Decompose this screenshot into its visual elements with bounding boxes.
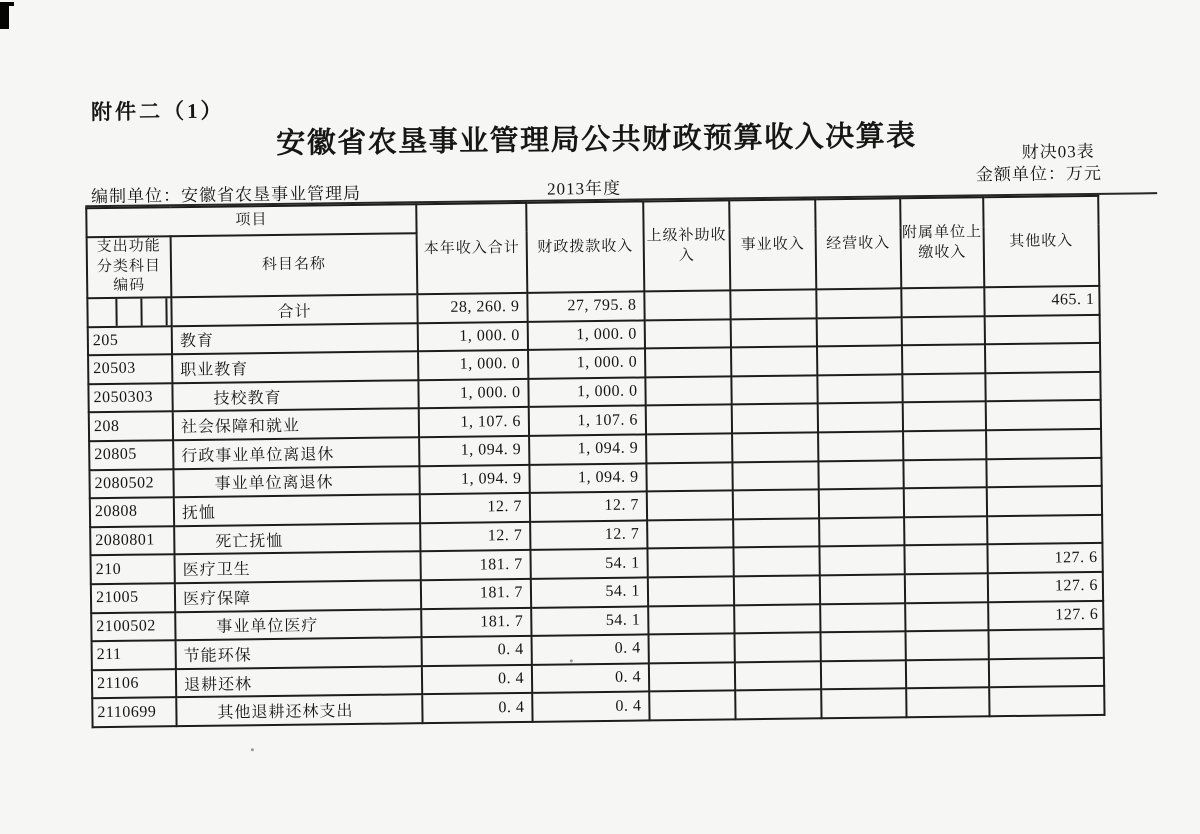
- superior-subsidy-cell: [645, 348, 731, 378]
- fiscal-appropriation-cell: 12. 7: [530, 520, 647, 550]
- operating-income-cell: [820, 574, 905, 604]
- header-subject-name: 科目名称: [171, 233, 418, 297]
- operating-income-cell: [819, 546, 904, 576]
- fiscal-appropriation-cell: 1, 000. 0: [528, 320, 645, 350]
- fiscal-year-label: 2013年度: [546, 178, 622, 199]
- superior-subsidy-cell: [644, 290, 730, 320]
- header-affiliate-remit: 附属单位上缴收入: [900, 197, 984, 288]
- fiscal-appropriation-cell: 1, 107. 6: [529, 406, 646, 436]
- total-income-cell: 12. 7: [420, 493, 530, 523]
- other-income-cell: [985, 343, 1100, 373]
- subject-name-cell: 节能环保: [176, 637, 422, 669]
- subject-name-cell: 退耕还林: [176, 666, 422, 698]
- operating-income-cell: [818, 431, 903, 461]
- attachment-label: 附件二（1）: [90, 98, 225, 125]
- fiscal-appropriation-cell: 54. 1: [531, 606, 648, 636]
- subject-name-cell: 医疗保障: [175, 580, 421, 612]
- affiliate-remit-cell: [905, 630, 988, 660]
- function-code-cell: 205: [88, 326, 172, 356]
- career-income-cell: [732, 404, 818, 434]
- other-income-cell: 127. 6: [988, 572, 1103, 602]
- fiscal-appropriation-cell: 1, 000. 0: [528, 377, 645, 407]
- function-code-cell: 2100502: [91, 612, 175, 642]
- superior-subsidy-cell: [647, 548, 733, 578]
- other-income-cell: 465. 1: [984, 286, 1099, 316]
- fiscal-appropriation-cell: 0. 4: [532, 663, 649, 693]
- operating-income-cell: [821, 631, 906, 661]
- superior-subsidy-cell: [648, 605, 734, 635]
- header-superior-subsidy: 上级补助收入: [643, 200, 730, 291]
- other-income-cell: [985, 372, 1100, 402]
- function-code-cell: 21106: [92, 669, 176, 699]
- total-income-cell: 1, 094. 9: [419, 436, 529, 466]
- career-income-cell: [733, 518, 819, 548]
- operating-income-cell: [816, 288, 901, 318]
- function-code-cell: 210: [90, 555, 174, 585]
- fiscal-appropriation-cell: 1, 094. 9: [529, 463, 646, 493]
- function-code-cell: 20503: [88, 354, 172, 384]
- career-income-cell: [734, 575, 820, 605]
- budget-revenue-table: [85, 195, 1105, 728]
- operating-income-cell: [817, 317, 902, 347]
- other-income-cell: [987, 515, 1102, 545]
- affiliate-remit-cell: [902, 373, 985, 403]
- superior-subsidy-cell: [645, 319, 731, 349]
- other-income-cell: [987, 486, 1102, 516]
- affiliate-remit-cell: [903, 459, 986, 489]
- table-body: [87, 286, 1104, 727]
- operating-income-cell: [818, 403, 903, 433]
- amount-unit-label: 金额单位：万元: [975, 163, 1103, 185]
- career-income-cell: [733, 547, 819, 577]
- total-income-cell: 0. 4: [422, 693, 532, 723]
- affiliate-remit-cell: [906, 659, 989, 689]
- subject-name-cell: 合计: [171, 294, 417, 326]
- fiscal-appropriation-cell: 54. 1: [530, 549, 647, 579]
- career-income-cell: [732, 461, 818, 491]
- header-other-income: 其他收入: [983, 196, 1099, 287]
- header-total-income: 本年收入合计: [416, 203, 527, 294]
- career-income-cell: [731, 347, 817, 377]
- other-income-cell: [989, 658, 1104, 688]
- subject-name-cell: 抚恤: [174, 494, 420, 526]
- fiscal-appropriation-cell: 0. 4: [532, 692, 649, 722]
- subject-name-cell: 其他退耕还林支出: [176, 695, 422, 727]
- total-income-cell: 1, 000. 0: [418, 350, 528, 380]
- total-income-cell: 28, 260. 9: [417, 293, 527, 323]
- total-income-cell: 1, 000. 0: [418, 379, 528, 409]
- other-income-cell: [986, 429, 1101, 459]
- superior-subsidy-cell: [646, 433, 732, 463]
- affiliate-remit-cell: [905, 573, 988, 603]
- header-function-code: 支出功能 分类科目 编码: [87, 236, 172, 298]
- superior-subsidy-cell: [649, 662, 735, 692]
- other-income-cell: [989, 686, 1104, 716]
- total-income-cell: 0. 4: [422, 636, 532, 666]
- total-income-cell: 1, 000. 0: [418, 321, 528, 351]
- fiscal-appropriation-cell: 1, 094. 9: [529, 434, 646, 464]
- fiscal-appropriation-cell: 54. 1: [531, 577, 648, 607]
- career-income-cell: [733, 489, 819, 519]
- other-income-cell: [986, 400, 1101, 430]
- header-fiscal-appropriation: 财政拨款收入: [526, 201, 644, 292]
- total-income-cell: 181. 7: [420, 550, 530, 580]
- superior-subsidy-cell: [647, 491, 733, 521]
- subject-name-cell: 技校教育: [172, 380, 418, 412]
- function-code-cell: 20808: [90, 497, 174, 527]
- operating-income-cell: [819, 488, 904, 518]
- total-income-cell: 1, 107. 6: [419, 407, 529, 437]
- career-income-cell: [735, 661, 821, 691]
- affiliate-remit-cell: [901, 287, 984, 317]
- function-code-cell: 2080801: [90, 526, 174, 556]
- career-income-cell: [731, 375, 817, 405]
- subject-name-cell: 社会保障和就业: [173, 409, 419, 441]
- subject-name-cell: 事业单位离退休: [173, 466, 419, 498]
- career-income-cell: [735, 690, 821, 720]
- operating-income-cell: [819, 517, 904, 547]
- page-title: 安徽省农垦事业管理局公共财政预算收入决算表: [276, 120, 917, 160]
- function-code-cell: 20805: [89, 440, 173, 470]
- total-income-cell: 0. 4: [422, 665, 532, 695]
- prepared-by-label: 编制单位：安徽省农垦事业管理局: [90, 183, 362, 207]
- operating-income-cell: [821, 660, 906, 690]
- function-code-cell: [87, 297, 171, 327]
- fiscal-appropriation-cell: 12. 7: [530, 492, 647, 522]
- total-income-cell: 12. 7: [420, 522, 530, 552]
- superior-subsidy-cell: [649, 633, 735, 663]
- code-subcells: [88, 298, 170, 326]
- fiscal-appropriation-cell: 1, 000. 0: [528, 349, 645, 379]
- function-code-cell: 21005: [91, 583, 175, 613]
- career-income-cell: [734, 604, 820, 634]
- other-income-cell: [985, 314, 1100, 344]
- form-code-label: 财决03表: [1021, 141, 1095, 162]
- other-income-cell: [986, 457, 1101, 487]
- subject-name-cell: 死亡抚恤: [174, 523, 420, 555]
- other-income-cell: 127. 6: [987, 543, 1102, 573]
- career-income-cell: [735, 632, 821, 662]
- header-career-income: 事业收入: [729, 199, 816, 290]
- function-code-cell: 2110699: [92, 698, 176, 728]
- table-header: [86, 196, 1099, 298]
- affiliate-remit-cell: [904, 516, 987, 546]
- affiliate-remit-cell: [904, 545, 987, 575]
- subject-name-cell: 医疗卫生: [174, 552, 420, 584]
- fiscal-appropriation-cell: 27, 795. 8: [527, 291, 644, 321]
- affiliate-remit-cell: [903, 402, 986, 432]
- total-income-cell: 181. 7: [421, 579, 531, 609]
- other-income-cell: [988, 629, 1103, 659]
- superior-subsidy-cell: [645, 376, 731, 406]
- fiscal-appropriation-cell: 0. 4: [532, 635, 649, 665]
- affiliate-remit-cell: [904, 487, 987, 517]
- superior-subsidy-cell: [647, 519, 733, 549]
- affiliate-remit-cell: [902, 344, 985, 374]
- function-code-cell: 2050303: [88, 383, 172, 413]
- superior-subsidy-cell: [646, 462, 732, 492]
- function-code-cell: 211: [92, 640, 176, 670]
- career-income-cell: [730, 289, 816, 319]
- career-income-cell: [732, 432, 818, 462]
- subject-name-cell: 行政事业单位离退休: [173, 437, 419, 469]
- affiliate-remit-cell: [905, 602, 988, 632]
- operating-income-cell: [817, 374, 902, 404]
- header-project: 项目: [86, 204, 416, 237]
- operating-income-cell: [821, 689, 906, 719]
- operating-income-cell: [820, 603, 905, 633]
- scan-speck: [570, 659, 573, 662]
- total-income-cell: 181. 7: [421, 607, 531, 637]
- subject-name-cell: 职业教育: [172, 351, 418, 383]
- header-operating-income: 经营收入: [815, 198, 901, 289]
- operating-income-cell: [818, 460, 903, 490]
- affiliate-remit-cell: [906, 688, 989, 718]
- superior-subsidy-cell: [648, 576, 734, 606]
- function-code-cell: 208: [89, 412, 173, 442]
- subject-name-cell: 事业单位医疗: [175, 609, 421, 641]
- affiliate-remit-cell: [903, 430, 986, 460]
- subject-name-cell: 教育: [172, 323, 418, 355]
- scan-speck: [251, 748, 254, 751]
- function-code-cell: 2080502: [89, 469, 173, 499]
- operating-income-cell: [817, 345, 902, 375]
- career-income-cell: [731, 318, 817, 348]
- affiliate-remit-cell: [902, 316, 985, 346]
- other-income-cell: 127. 6: [988, 600, 1103, 630]
- superior-subsidy-cell: [646, 405, 732, 435]
- superior-subsidy-cell: [649, 691, 735, 721]
- total-income-cell: 1, 094. 9: [419, 464, 529, 494]
